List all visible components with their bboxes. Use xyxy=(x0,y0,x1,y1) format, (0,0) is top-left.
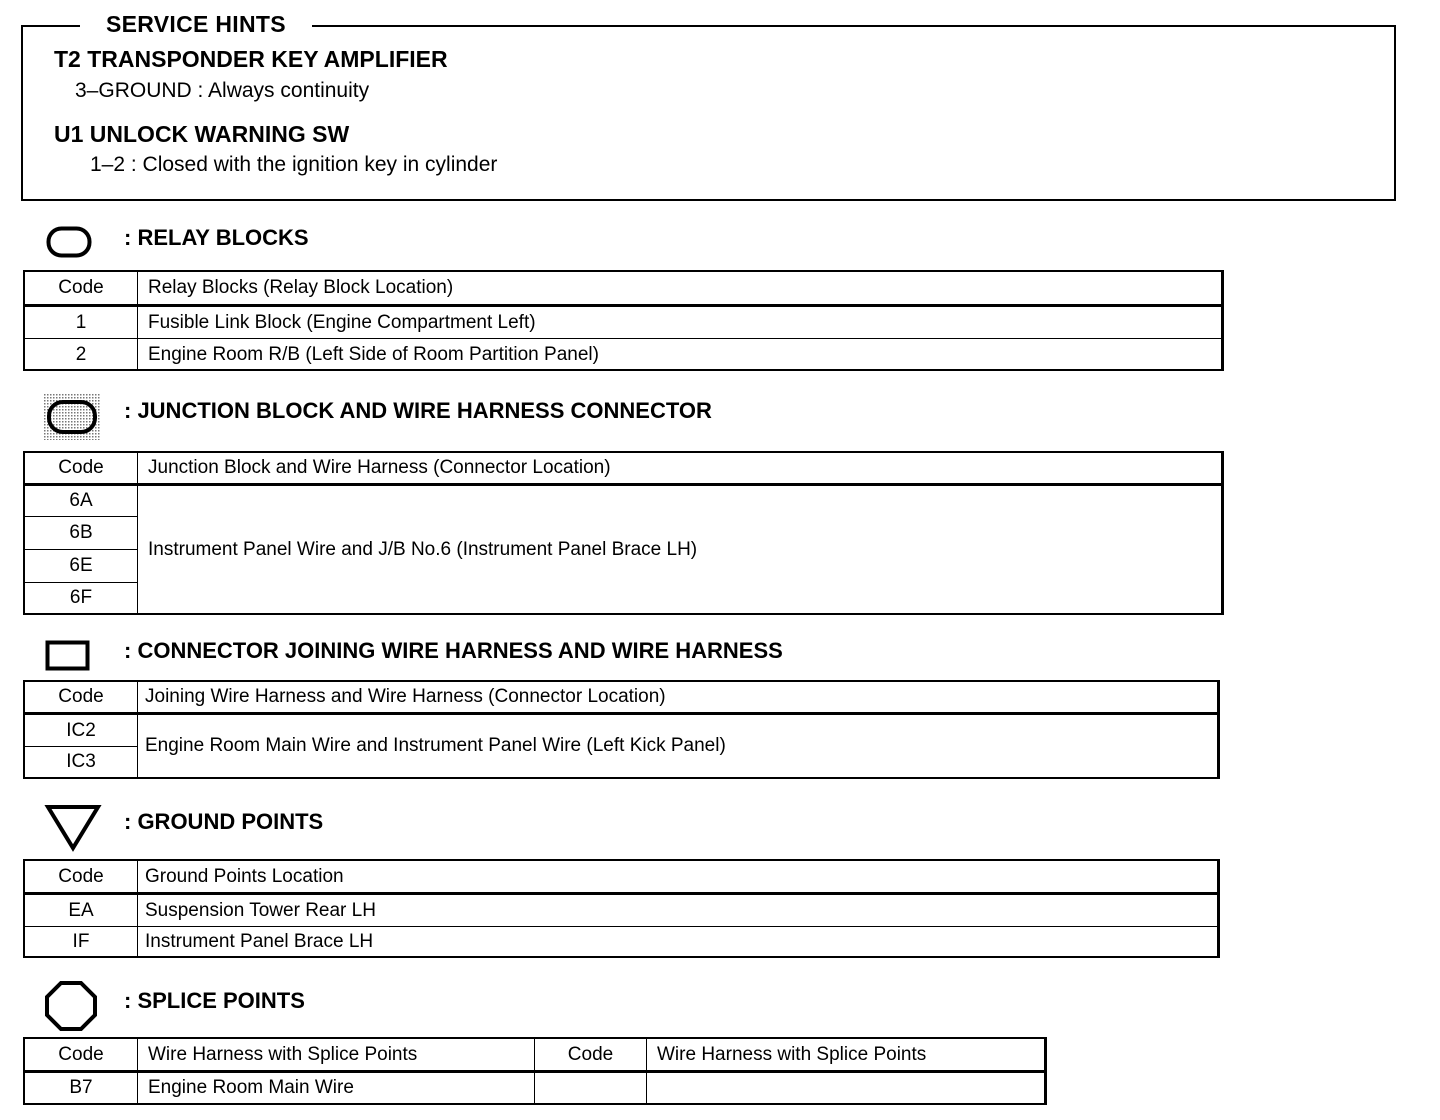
junction-block-table xyxy=(24,452,1222,614)
row-code: IC3 xyxy=(25,747,138,778)
table-row xyxy=(25,339,1222,371)
splice-points-title: : SPLICE POINTS xyxy=(124,988,305,1013)
header-code-2: Code xyxy=(535,1039,647,1072)
connector-title: : CONNECTOR JOINING WIRE HARNESS AND WIRE HARNESS xyxy=(124,638,783,663)
header-code: Code xyxy=(25,682,138,714)
table-row xyxy=(25,714,1218,747)
row-code: 1 xyxy=(25,306,138,339)
table-row xyxy=(25,306,1222,339)
row-code: IC2 xyxy=(25,714,138,747)
header-code: Code xyxy=(25,861,138,894)
table-row xyxy=(25,927,1218,958)
row-location: Instrument Panel Brace LH xyxy=(138,927,1218,958)
service-hints-title: SERVICE HINTS xyxy=(80,8,312,40)
row-wire-harness-2 xyxy=(647,1072,1045,1104)
hint-detail-t2: 3–GROUND : Always continuity xyxy=(75,79,370,102)
rectangle-icon xyxy=(45,640,91,672)
shaded-rounded-rect-icon xyxy=(44,394,100,440)
junction-block-title: : JUNCTION BLOCK AND WIRE HARNESS CONNECTOR xyxy=(124,398,712,423)
table-header-row xyxy=(25,682,1218,714)
row-code: B7 xyxy=(25,1072,138,1104)
header-location: Junction Block and Wire Harness (Connector Location) xyxy=(138,453,1222,485)
row-code: 6B xyxy=(25,517,138,550)
table-row xyxy=(25,894,1218,927)
row-code-2 xyxy=(535,1072,647,1104)
table-row xyxy=(25,1072,1045,1104)
header-code: Code xyxy=(25,272,138,306)
table-header-row xyxy=(25,272,1222,306)
row-code: 2 xyxy=(25,339,138,371)
row-code: 6A xyxy=(25,485,138,517)
row-code: IF xyxy=(25,927,138,958)
header-code: Code xyxy=(25,453,138,485)
row-location: Engine Room Main Wire and Instrument Panel Wire (Left Kick Panel) xyxy=(138,714,1218,778)
relay-blocks-table xyxy=(24,271,1222,371)
header-location: Ground Points Location xyxy=(138,861,1218,894)
row-location: Suspension Tower Rear LH xyxy=(138,894,1218,927)
splice-points-table xyxy=(24,1038,1045,1104)
header-location: Joining Wire Harness and Wire Harness (Connector Location) xyxy=(138,682,1218,714)
header-code: Code xyxy=(25,1039,138,1072)
row-code: 6E xyxy=(25,550,138,583)
table-row xyxy=(25,485,1222,517)
relay-blocks-title: : RELAY BLOCKS xyxy=(124,225,309,250)
rounded-rect-icon xyxy=(46,226,92,258)
header-wire-harness: Wire Harness with Splice Points xyxy=(138,1039,535,1072)
table-header-row xyxy=(25,1039,1045,1072)
table-header-row xyxy=(25,861,1218,894)
row-code: 6F xyxy=(25,583,138,614)
hint-heading-t2: T2 TRANSPONDER KEY AMPLIFIER xyxy=(54,46,448,72)
row-wire-harness: Engine Room Main Wire xyxy=(138,1072,535,1104)
ground-points-title: : GROUND POINTS xyxy=(124,809,324,834)
down-triangle-icon xyxy=(44,804,102,852)
connector-table xyxy=(24,681,1218,778)
row-location: Engine Room R/B (Left Side of Room Partition Panel) xyxy=(138,339,1222,371)
header-location: Relay Blocks (Relay Block Location) xyxy=(138,272,1222,306)
row-location: Fusible Link Block (Engine Compartment Left) xyxy=(138,306,1222,339)
ground-points-table xyxy=(24,860,1218,958)
header-wire-harness-2: Wire Harness with Splice Points xyxy=(647,1039,1045,1072)
row-code: EA xyxy=(25,894,138,927)
hint-heading-u1: U1 UNLOCK WARNING SW xyxy=(54,121,350,147)
hint-detail-u1: 1–2 : Closed with the ignition key in cylinder xyxy=(90,153,498,176)
octagon-icon xyxy=(44,980,98,1032)
row-location: Instrument Panel Wire and J/B No.6 (Instrument Panel Brace LH) xyxy=(138,485,1222,614)
table-header-row xyxy=(25,453,1222,485)
